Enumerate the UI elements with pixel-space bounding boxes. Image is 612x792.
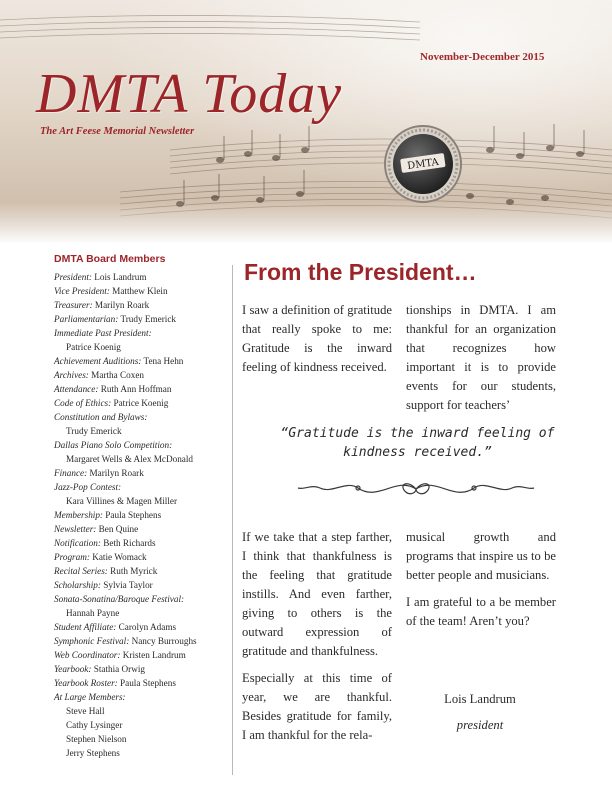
article-headline: From the President… [244, 259, 477, 285]
board-role: Recital Series: [54, 566, 108, 576]
board-member-name: Marilyn Roark [94, 300, 150, 310]
board-member-name: Tena Hehn [143, 356, 184, 366]
board-member-item [54, 676, 226, 690]
board-member-item [54, 746, 226, 760]
board-member-item [54, 564, 226, 578]
board-member-name: Paula Stephens [105, 510, 162, 520]
issue-date: November-December 2015 [420, 51, 545, 63]
board-member-name: Trudy Emerick [120, 314, 176, 324]
board-member-item [54, 634, 226, 648]
board-member-name: Paula Stephens [120, 678, 176, 688]
board-member-item [54, 452, 226, 466]
board-role: Treasurer: [54, 300, 93, 310]
signer-name: Lois Landrum [444, 692, 516, 706]
board-member-item [54, 340, 226, 354]
board-role: President: [54, 272, 92, 282]
board-member-name: Sylvia Taylor [103, 580, 153, 590]
board-role: Dallas Piano Solo Competition: [54, 440, 173, 450]
board-role: Archives: [54, 370, 89, 380]
board-role: Achievement Auditions: [54, 356, 142, 366]
board-member-item [54, 732, 226, 746]
board-member-name: Stathia Orwig [93, 664, 146, 674]
board-member-item [54, 438, 226, 452]
board-member-item [54, 648, 226, 662]
board-role: Yearbook: [54, 664, 92, 674]
board-member-item [54, 284, 226, 298]
board-member-item [54, 480, 226, 494]
board-role: Parliamentarian: [54, 314, 119, 324]
board-member-name: Katie Womack [92, 552, 147, 562]
board-member-name: Kara Villines & Magen Miller [66, 496, 178, 506]
board-member-item [54, 270, 226, 284]
board-role: Membership: [54, 510, 103, 520]
board-role: Sonata-Sonatina/Baroque Festival: [54, 594, 185, 604]
signer-title: president [456, 718, 504, 732]
pull-quote: “Gratitude is the inward feeling of kindness received.” [280, 426, 555, 460]
board-member-name: Ruth Myrick [110, 566, 158, 576]
masthead [0, 0, 612, 242]
newsletter-title: DMTA Today [36, 63, 343, 125]
flourish-ornament [296, 474, 536, 504]
board-role: Code of Ethics: [54, 398, 112, 408]
board-role: Symphonic Festival: [54, 636, 130, 646]
board-member-item [54, 592, 226, 606]
board-role: Finance: [54, 468, 88, 478]
board-member-name: Marilyn Roark [89, 468, 144, 478]
dmta-pin-logo [381, 122, 465, 206]
board-role: Yearbook Roster: [54, 678, 118, 688]
column-divider [232, 265, 233, 775]
board-member-item [54, 354, 226, 368]
article-col2-bottom [406, 528, 556, 639]
board-member-item [54, 368, 226, 382]
board-role: Vice President: [54, 286, 110, 296]
board-member-item [54, 382, 226, 396]
board-member-item [54, 578, 226, 592]
board-role: Program: [54, 552, 90, 562]
board-member-name: Beth Richards [103, 538, 156, 548]
board-role: Web Coordinator: [54, 650, 121, 660]
board-role: Student Affiliate: [54, 622, 117, 632]
board-member-item [54, 312, 226, 326]
paragraph: musical growth and programs that inspire us to be better people and musicians. [406, 530, 556, 582]
board-member-item [54, 704, 226, 718]
board-member-name: Patrice Koenig [113, 398, 169, 408]
board-member-item [54, 620, 226, 634]
board-member-name: Cathy Lysinger [66, 720, 123, 730]
board-role: At Large Members: [54, 692, 126, 702]
board-member-item [54, 410, 226, 424]
board-member-name: Ben Quine [98, 524, 139, 534]
board-member-name: Matthew Klein [112, 286, 168, 296]
pin-text: DMTA [406, 156, 440, 173]
board-member-name: Trudy Emerick [66, 426, 122, 436]
board-member-name: Stephen Nielson [66, 734, 127, 744]
board-member-item [54, 424, 226, 438]
board-member-name: Martha Coxen [91, 370, 144, 380]
article-col1-bottom [242, 528, 392, 753]
board-member-item [54, 298, 226, 312]
board-member-item [54, 550, 226, 564]
board-role: Immediate Past President: [54, 328, 152, 338]
article-col1-top [242, 301, 392, 385]
newsletter-subtitle: The Art Feese Memorial Newsletter [40, 126, 195, 137]
paragraph: I am grateful to a be member of the team! Aren’t you? [406, 595, 556, 628]
board-member-name: Steve Hall [66, 706, 105, 716]
board-member-item [54, 606, 226, 620]
article-col2-top [406, 301, 556, 423]
sidebar-heading: DMTA Board Members [54, 253, 166, 265]
board-member-item [54, 662, 226, 676]
board-role: Scholarship: [54, 580, 101, 590]
board-member-item [54, 690, 226, 704]
board-member-name: Lois Landrum [94, 272, 147, 282]
board-member-name: Patrice Koenig [66, 342, 121, 352]
board-member-item [54, 536, 226, 550]
board-member-name: Nancy Burroughs [131, 636, 197, 646]
paragraph: tionships in DMTA. I am thankful for an organization that recognizes how important it is to provide events for our students, support for teachers’ [406, 303, 556, 412]
board-member-item [54, 718, 226, 732]
board-member-name: Hannah Payne [66, 608, 120, 618]
board-members-list [54, 270, 226, 760]
board-member-item [54, 494, 226, 508]
board-member-item [54, 466, 226, 480]
board-member-name: Kristen Landrum [122, 650, 186, 660]
board-role: Constitution and Bylaws: [54, 412, 148, 422]
board-member-item [54, 396, 226, 410]
board-member-item [54, 326, 226, 340]
paragraph: I saw a definition of gratitude that really spoke to me: Gratitude is the inward feeling of kindness received. [242, 303, 392, 374]
signature-block [405, 686, 555, 738]
board-members-sidebar [54, 253, 226, 760]
masthead-fade [0, 202, 612, 242]
board-role: Notification: [54, 538, 101, 548]
board-member-name: Jerry Stephens [66, 748, 120, 758]
board-member-name: Margaret Wells & Alex McDonald [66, 454, 194, 464]
board-member-item [54, 522, 226, 536]
paragraph: Especially at this time of year, we are thankful. Besides gratitude for family, I am thankful for the rela- [242, 671, 392, 742]
board-member-item [54, 508, 226, 522]
board-role: Jazz-Pop Contest: [54, 482, 122, 492]
board-role: Newsletter: [54, 524, 97, 534]
paragraph: If we take that a step farther, I think that thankfulness is the feeling that gratitude instills. And even farther, giving to others is the outward expression of gratitude and thankfulness. [242, 530, 392, 658]
board-member-name: Carolyn Adams [118, 622, 177, 632]
board-role: Attendance: [54, 384, 99, 394]
board-member-name: Ruth Ann Hoffman [100, 384, 172, 394]
